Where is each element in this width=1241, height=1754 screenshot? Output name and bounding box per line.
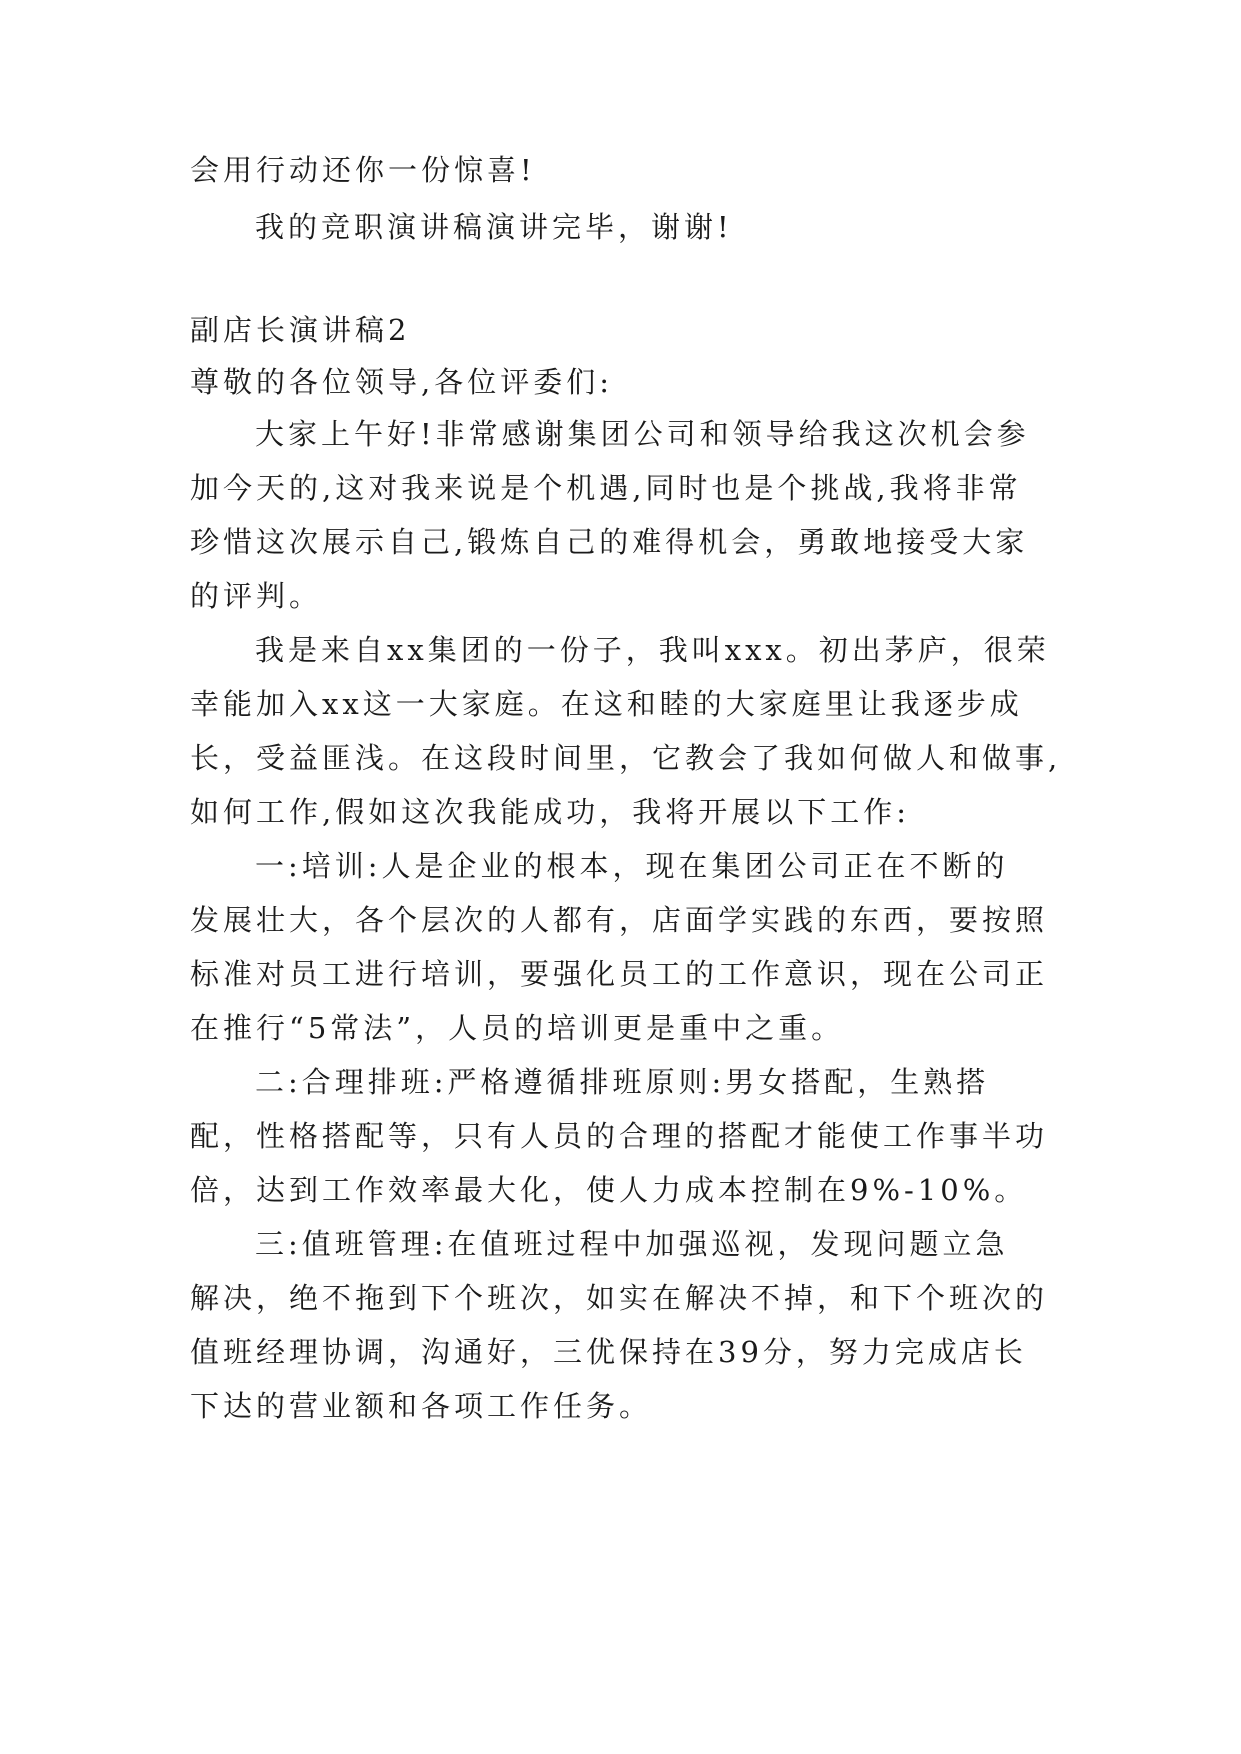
text-line-5: 大家上午好!非常感谢集团公司和领导给我这次机会参	[255, 417, 1030, 451]
salutation: 尊敬的各位领导,各位评委们:	[190, 365, 613, 399]
text-line-21: 解决，绝不拖到下个班次，如实在解决不掉，和下个班次的	[190, 1281, 1049, 1315]
text-line-6: 加今天的,这对我来说是个机遇,同时也是个挑战,我将非常	[190, 471, 1022, 505]
text-line-11: 长，受益匪浅。在这段时间里，它教会了我如何做人和做事,	[190, 741, 1062, 775]
text-line-12: 如何工作,假如这次我能成功，我将开展以下工作:	[190, 795, 910, 829]
text-line-13: 一:培训:人是企业的根本，现在集团公司正在不断的	[255, 849, 1009, 883]
text-line-7: 珍惜这次展示自己,锻炼自己的难得机会，勇敢地接受大家	[190, 525, 1029, 559]
text-line-16: 在推行“5常法”，人员的培训更是重中之重。	[190, 1011, 845, 1045]
text-line-23: 下达的营业额和各项工作任务。	[190, 1389, 653, 1423]
text-line-14: 发展壮大，各个层次的人都有，店面学实践的东西，要按照	[190, 903, 1049, 937]
text-line-10: 幸能加入xx这一大家庭。在这和睦的大家庭里让我逐步成	[190, 687, 1023, 721]
text-line-15: 标准对员工进行培训，要强化员工的工作意识，现在公司正	[190, 957, 1049, 991]
text-line-9: 我是来自xx集团的一份子，我叫xxx。初出茅庐，很荣	[255, 633, 1050, 667]
text-line-8: 的评判。	[190, 579, 323, 613]
text-line-22: 值班经理协调，沟通好，三优保持在39分，努力完成店长	[190, 1335, 1027, 1369]
text-line-18: 配，性格搭配等，只有人员的合理的搭配才能使工作事半功	[190, 1119, 1049, 1153]
section-title: 副店长演讲稿2	[190, 313, 411, 347]
text-line-20: 三:值班管理:在值班过程中加强巡视，发现问题立急	[255, 1227, 1009, 1261]
text-line-17: 二:合理排班:严格遵循排班原则:男女搭配，生熟搭	[255, 1065, 990, 1099]
text-line-19: 倍，达到工作效率最大化，使人力成本控制在9%-10%。	[190, 1173, 1028, 1207]
text-line-1: 会用行动还你一份惊喜!	[190, 153, 536, 187]
text-line-2: 我的竞职演讲稿演讲完毕，谢谢!	[255, 210, 733, 244]
